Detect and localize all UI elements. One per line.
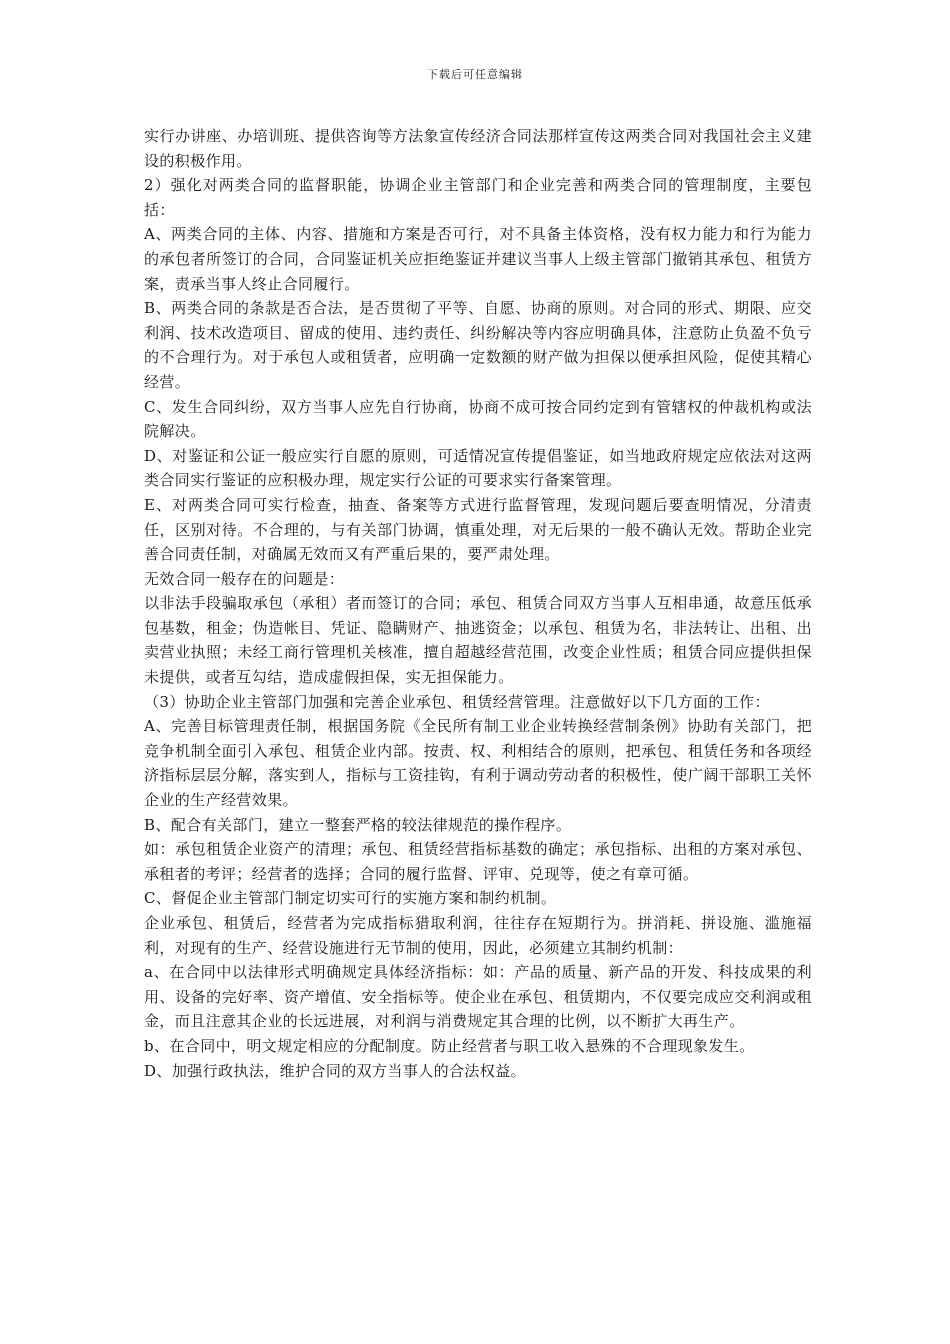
paragraph: E、对两类合同可实行检查，抽查、备案等方式进行监督管理，发现问题后要查明情况，分清责任，区别对待。不合理的，与有关部门协调，慎重处理，对无后果的一般不确认无效。帮助企业完善合同责任制，对确属无效而又有严重后果的，要严肃处理。	[144, 495, 812, 564]
paragraph: （3）协助企业主管部门加强和完善企业承包、租赁经营管理。注意做好以下几方面的工作：	[144, 692, 770, 711]
paragraph: A、完善目标管理责任制，根据国务院《全民所有制工业企业转换经营制条例》协助有关部门，把竞争机制全面引入承包、租赁企业内部。按责、权、利相结合的原则，把承包、租赁任务和各项经济指标层层分解，落实到人，指标与工资挂钩，有利于调动劳动者的积极性，使广阔干部职工关怀企业的生产经营效果。	[144, 717, 812, 810]
paragraph: C、督促企业主管部门制定切实可行的实施方案和制约机制。	[144, 889, 557, 908]
paragraph: 实行办讲座、办培训班、提供咨询等方法象宣传经济合同法那样宣传这两类合同对我国社会主义建设的积极作用。	[144, 127, 812, 170]
paragraph: 如：承包租赁企业资产的清理；承包、租赁经营指标基数的确定；承包指标、出租的方案对承包、承租者的考评；经营者的选择；合同的履行监督、评审、兑现等，使之有章可循。	[144, 840, 812, 883]
paragraph: B、配合有关部门，建立一整套严格的较法律规范的操作程序。	[144, 815, 572, 834]
paragraph: 2）强化对两类合同的监督职能，协调企业主管部门和企业完善和两类合同的管理制度，主要包括：	[144, 176, 812, 219]
paragraph: D、加强行政执法，维护合同的双方当事人的合法权益。	[144, 1061, 527, 1080]
document-body	[144, 124, 812, 1083]
paragraph: a、在合同中以法律形式明确规定具体经济指标：如：产品的质量、新产品的开发、科技成果的利用、设备的完好率、资产增值、安全指标等。使企业在承包、租赁期内，不仅要完成应交利润或租金，而且注意其企业的长远进展，对利润与消费规定其合理的比例，以不断扩大再生产。	[144, 963, 812, 1031]
paragraph: 企业承包、租赁后，经营者为完成指标猎取利润，往往存在短期行为。拼消耗、拼设施、滥施福利，对现有的生产、经营设施进行无节制的使用，因此，必须建立其制约机制：	[144, 914, 812, 957]
paragraph: 以非法手段骗取承包（承租）者而签订的合同；承包、租赁合同双方当事人互相串通，故意压低承包基数，租金；伪造帐目、凭证、隐瞒财产、抽逃资金；以承包、租赁为名，非法转让、出租、出卖营业执照；未经工商行管理机关核准，擅自超越经营范围，改变企业性质；租赁合同应提供担保未提供，或者互勾结，造成虚假担保，实无担保能力。	[144, 594, 812, 687]
paragraph: b、在合同中，明文规定相应的分配制度。防止经营者与职工收入悬殊的不合理现象发生。	[144, 1036, 755, 1055]
paragraph: B、两类合同的条款是否合法，是否贯彻了平等、自愿、协商的原则。对合同的形式、期限、应交利润、技术改造项目、留成的使用、违约责任、纠纷解决等内容应明确具体，注意防止负盈不负亏的不合理行为。对于承包人或租赁者，应明确一定数额的财产做为担保以便承担风险，促使其精心经营。	[144, 299, 812, 391]
paragraph: C、发生合同纠纷，双方当事人应先自行协商，协商不成可按合同约定到有管辖权的仲裁机构或法院解决。	[144, 397, 812, 441]
paragraph: 无效合同一般存在的问题是：	[144, 569, 345, 588]
page-header: 下载后可任意编辑	[427, 68, 523, 81]
paragraph: A、两类合同的主体、内容、措施和方案是否可行，对不具备主体资格，没有权力能力和行为能力的承包者所签订的合同，合同鉴证机关应拒绝鉴证并建议当事人上级主管部门撤销其承包、租赁方案，责承当事人终止合同履行。	[144, 225, 812, 293]
paragraph: D、对鉴证和公证一般应实行自愿的原则，可适情况宣传提倡鉴证，如当地政府规定应依法对这两类合同实行鉴证的应积极办理，规定实行公证的可要求实行备案管理。	[144, 446, 812, 490]
